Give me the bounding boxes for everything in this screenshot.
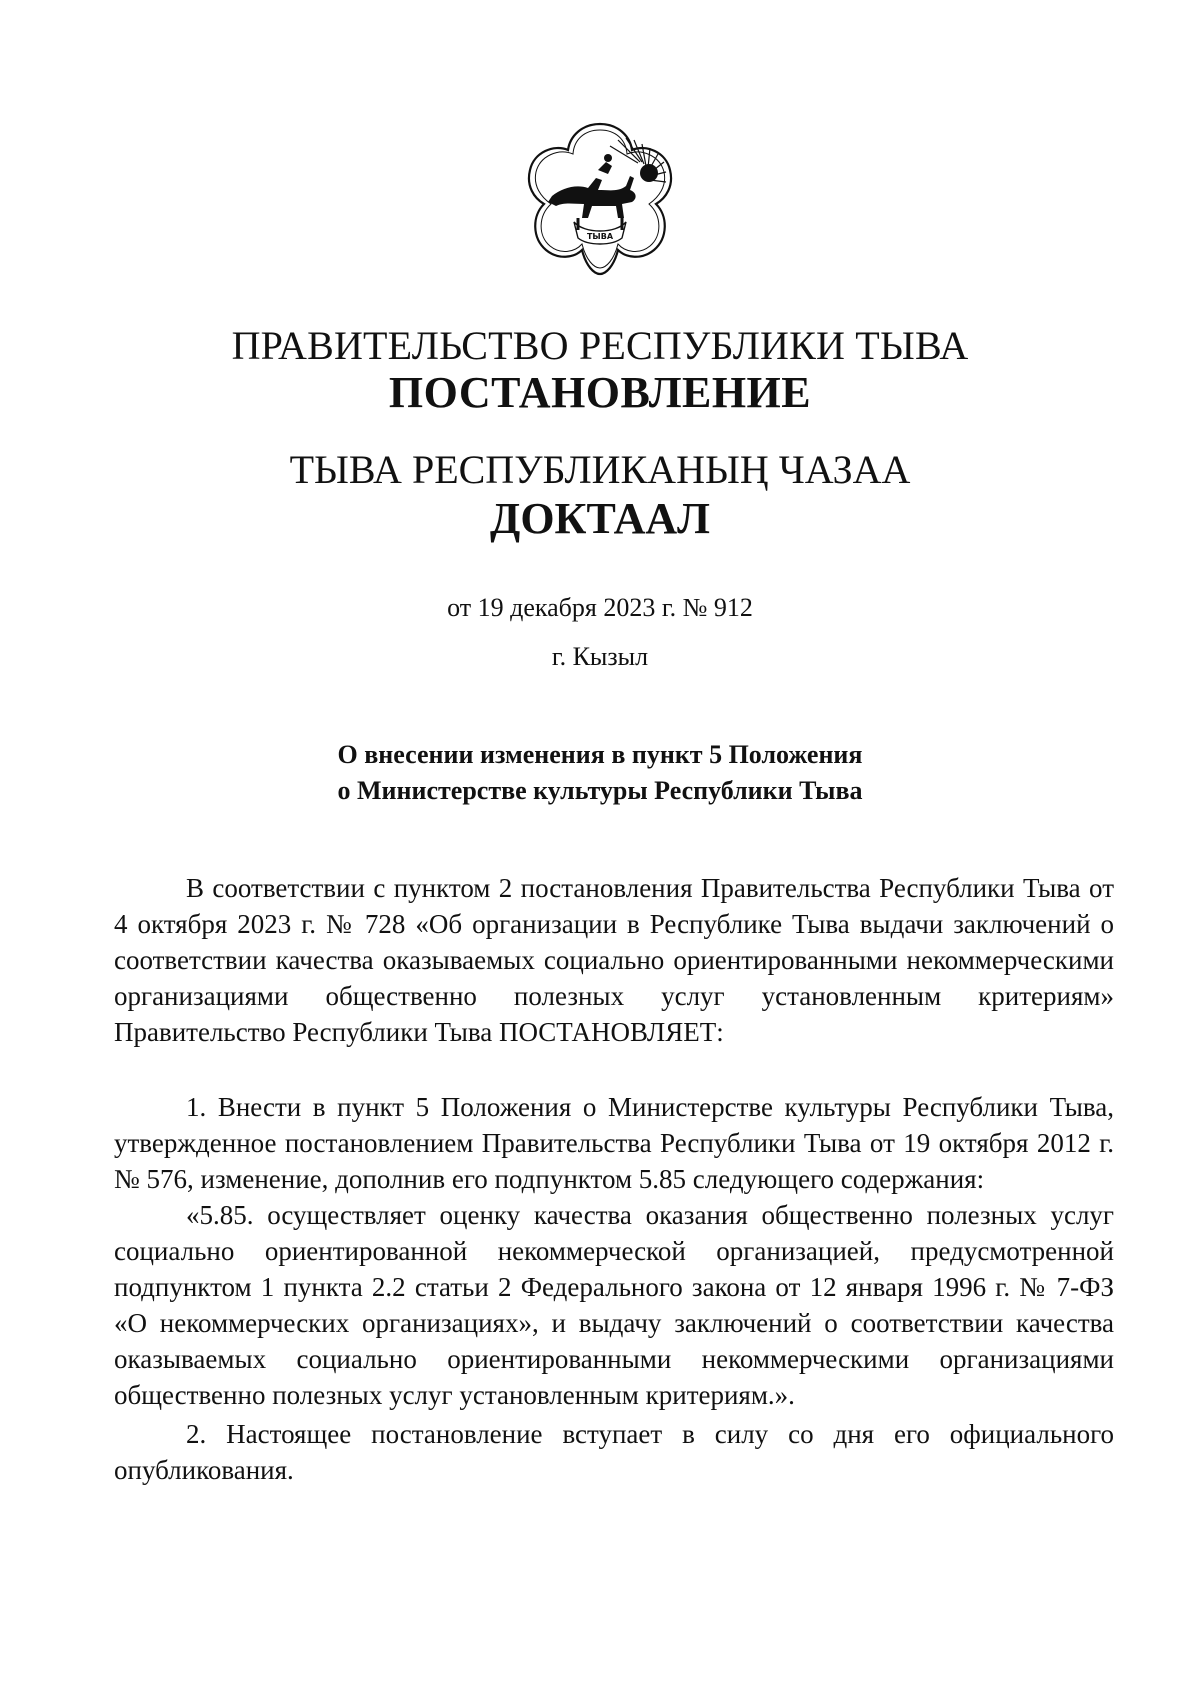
government-name-ru: ПРАВИТЕЛЬСТВО РЕСПУБЛИКИ ТЫВА — [231, 323, 969, 368]
emblem-text: ТЫВА — [586, 232, 614, 241]
tuva-coat-of-arms-icon — [518, 118, 682, 280]
item-1-quote-paragraph: «5.85. осуществляет оценку качества оказания общественно полезных услуг социально ориентированной некоммерческой организацией, предусмотренной подпунктом 1 пункта 2.2 статьи 2 Федерального закона от 12 января 1996 г. № 7-ФЗ «О некоммерческих организациях», и выдачу заключений о соответствии качества оказываемых социально ориентированными некоммерческими организациями общественно полезных услуг установленным критериям.». — [114, 1200, 1114, 1410]
government-name-tyv: ТЫВА РЕСПУБЛИКАНЫҢ ЧАЗАА — [289, 447, 911, 492]
preamble-paragraph: В соответствии с пунктом 2 постановления Правительства Республики Тыва от 4 октября 2023 г. № 728 «Об организации в Республике Тыва выдачи заключений о соответствии качества оказываемых социально ориентированными некоммерческими организациями общественно полезных услуг установленным критериям» Правительство Республики Тыва ПОСТАНОВЛЯЕТ: — [114, 873, 1114, 1047]
document-title-line-2: о Министерстве культуры Республики Тыва — [337, 776, 863, 805]
document-date-number: от 19 декабря 2023 г. № 912 — [447, 593, 753, 622]
item-2-paragraph: 2. Настоящее постановление вступает в силу со дня его официального опубликования. — [114, 1419, 1114, 1485]
item-1-paragraph: 1. Внести в пункт 5 Положения о Министерстве культуры Республики Тыва, утвержденное постановлением Правительства Республики Тыва от 19 октября 2012 г. № 576, изменение, дополнив его подпунктом 5.85 следующего содержания: — [114, 1092, 1114, 1194]
document-city: г. Кызыл — [551, 642, 649, 671]
document-type-ru: ПОСТАНОВЛЕНИЕ — [388, 368, 812, 417]
document-title-line-1: О внесении изменения в пункт 5 Положения — [337, 740, 863, 769]
document-type-tyv: ДОКТААЛ — [490, 494, 710, 543]
